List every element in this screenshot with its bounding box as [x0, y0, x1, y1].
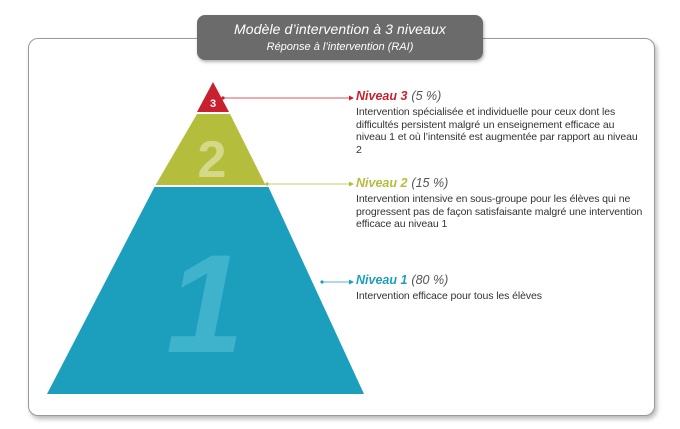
diagram-title: Modèle d’intervention à 3 niveaux [234, 21, 446, 37]
level-1-percent: (80 %) [411, 273, 449, 287]
pyramid-level-1-number: 1 [166, 225, 244, 382]
level-3-block [356, 89, 646, 156]
title-banner [197, 15, 483, 60]
level-2-name: Niveau 2 [356, 176, 408, 190]
level-3-name: Niveau 3 [356, 89, 408, 103]
level-2-percent: (15 %) [411, 176, 449, 190]
pyramid-level-2-number: 2 [197, 131, 227, 189]
pyramid-level-3-number: 3 [209, 98, 217, 110]
level-1-block [356, 273, 646, 303]
diagram-subtitle: Réponse à l’intervention (RAI) [266, 41, 414, 53]
level-3-percent: (5 %) [411, 89, 442, 103]
level-2-description: Intervention intensive en sous-groupe pour les élèves qui ne progressent pas de façon satisfaisante malgré une intervention efficace au niveau 1 [356, 193, 643, 231]
level-2-block [356, 176, 646, 231]
level-3-description: Intervention spécialisée et individuelle pour ceux dont les difficultés persistent malgré un enseignement efficace au niveau 1 et où l’intensité est augmentée par rapport au niveau 2 [356, 106, 638, 156]
level-1-name: Niveau 1 [356, 273, 408, 287]
level-1-description: Intervention efficace pour tous les élèves [356, 290, 542, 302]
